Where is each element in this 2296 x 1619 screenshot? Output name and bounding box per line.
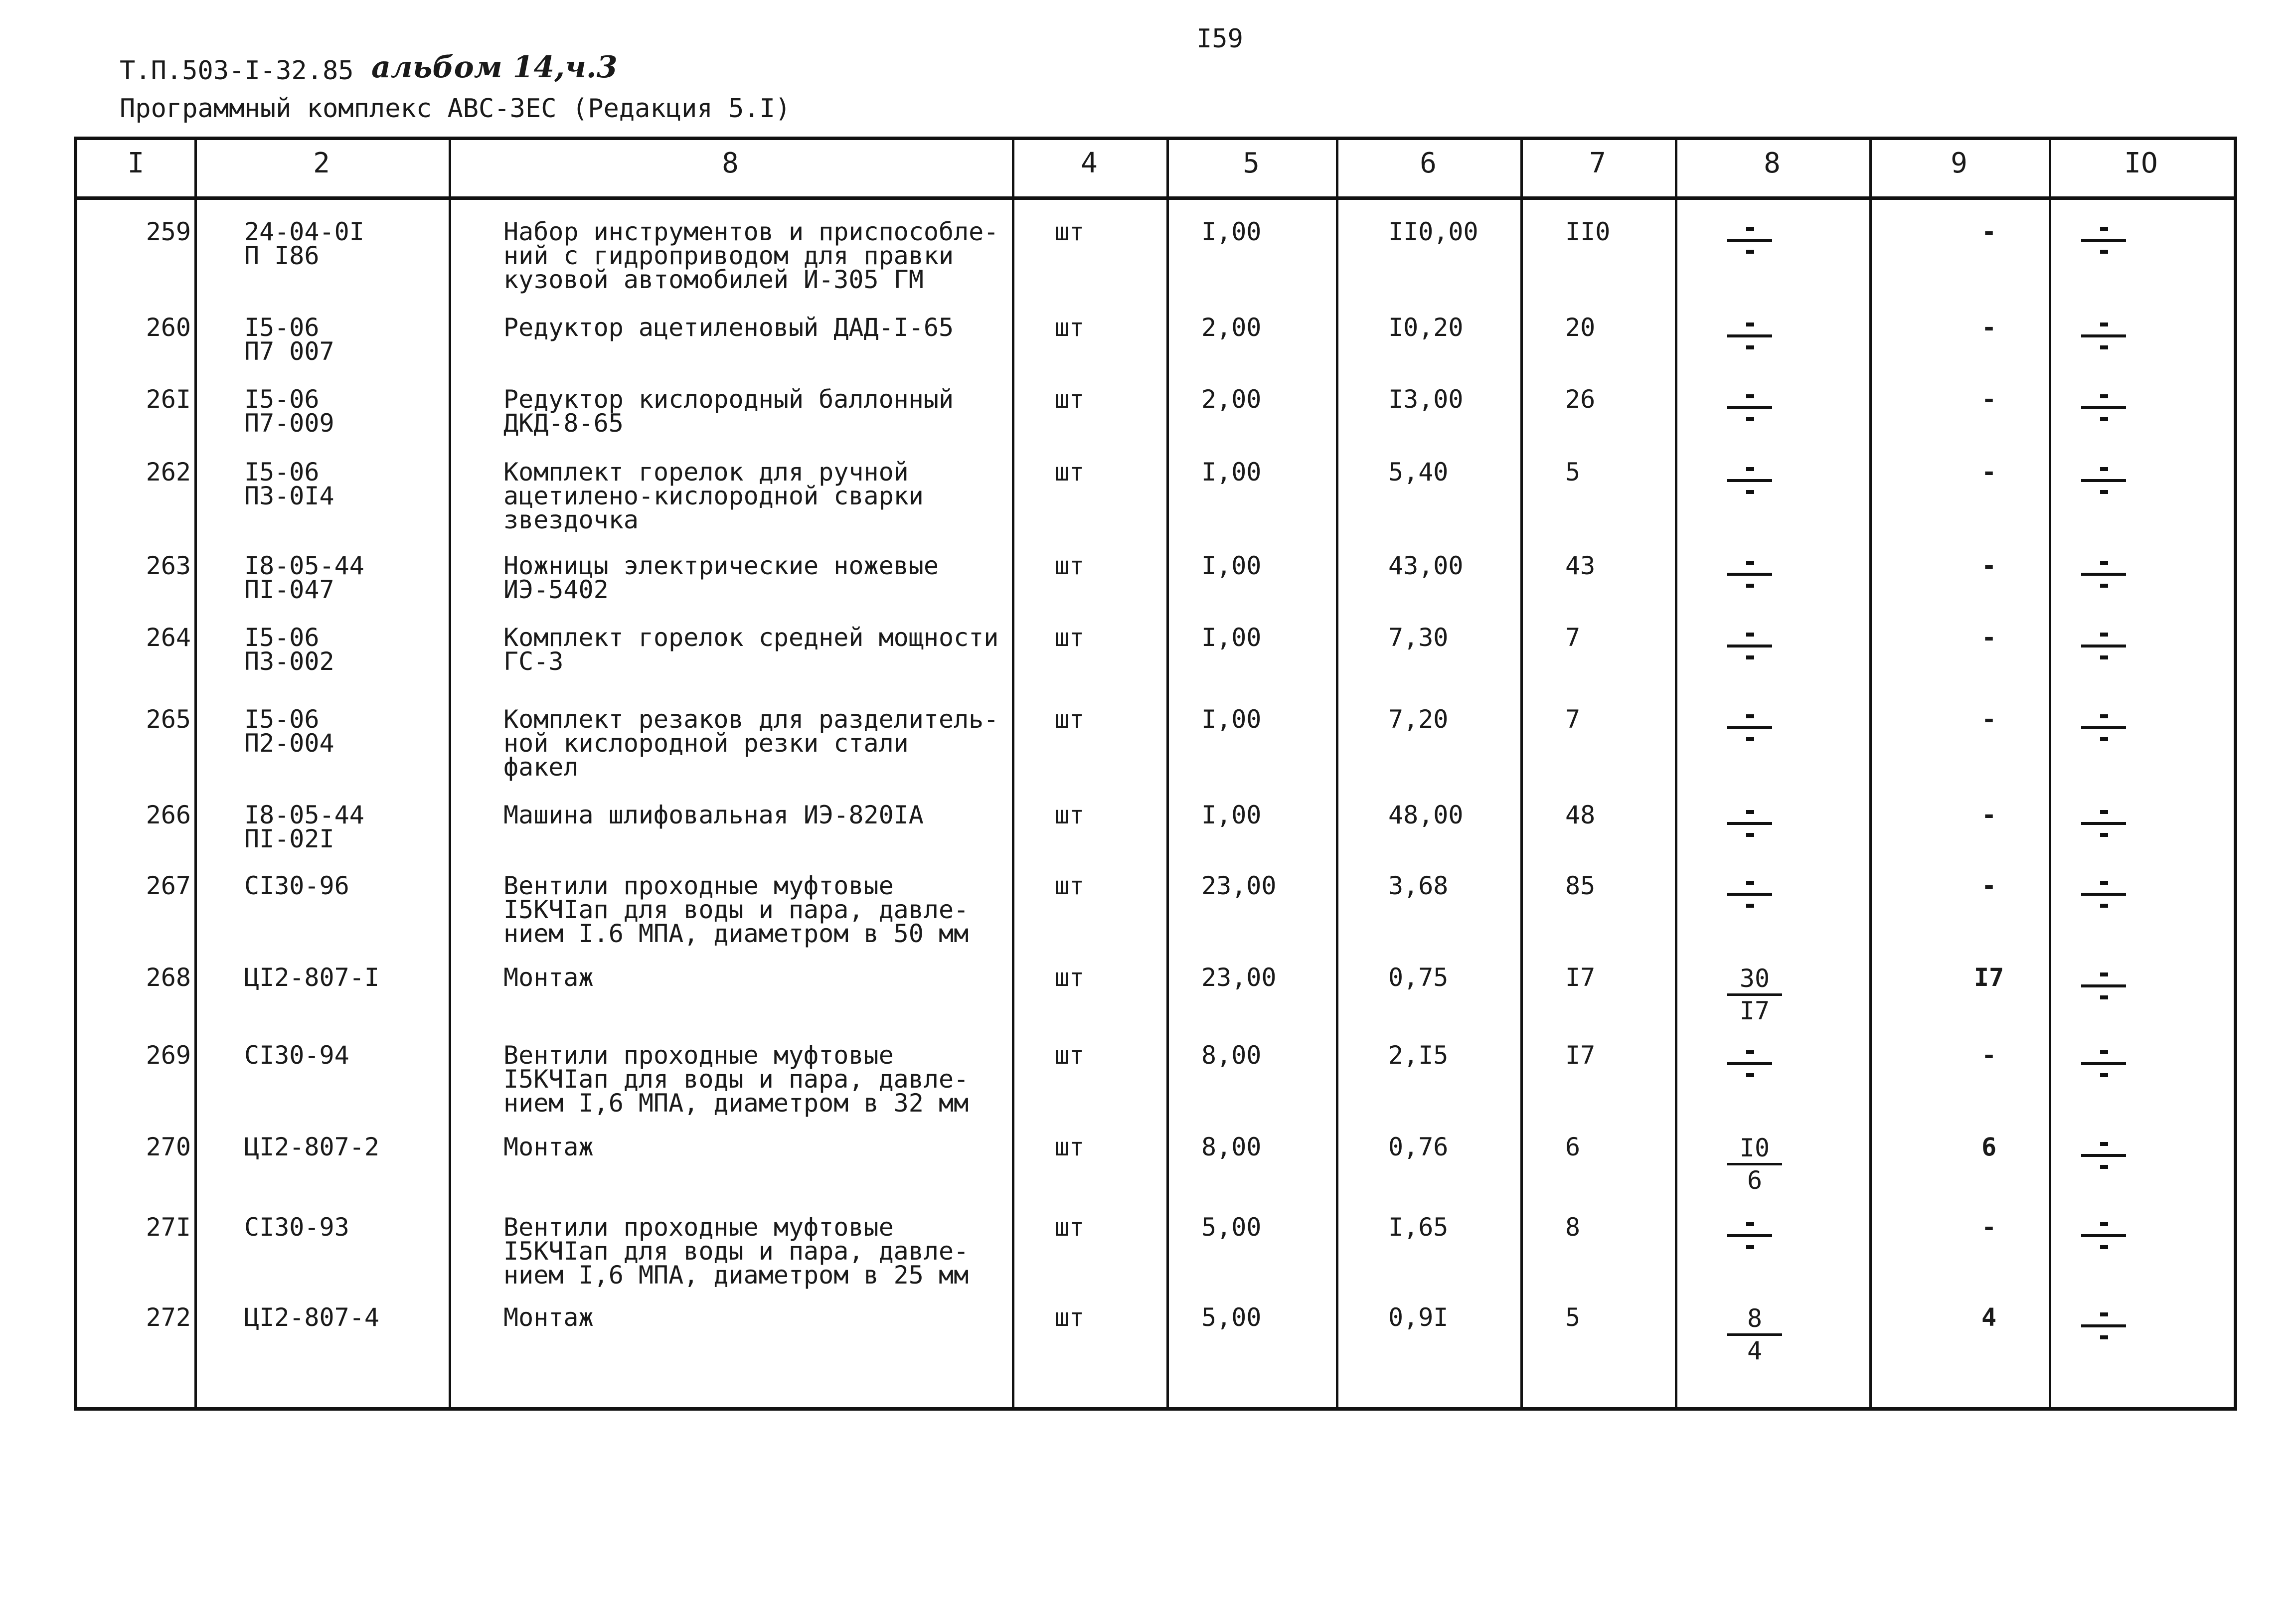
resource-code: ЦI2-807-I [244, 963, 379, 992]
fraction-denominator: 4 [1747, 1336, 1763, 1365]
column-10-division-sign [2081, 1222, 2126, 1252]
item-name: Монтаж [503, 1133, 594, 1161]
resource-code: СI30-94 [244, 1041, 349, 1070]
resource-code: ЦI2-807-4 [244, 1303, 379, 1332]
column-8-division-sign [1727, 714, 1772, 744]
unit: шт [1054, 801, 1085, 829]
total-cost: I7 [1565, 963, 1596, 992]
fraction-numerator: 8 [1747, 1304, 1763, 1333]
row-number: 268 [146, 963, 191, 992]
total-cost: 85 [1565, 871, 1596, 900]
column-divider [1869, 140, 1872, 1407]
item-name: Редуктор ацетиленовый ДАД-I-65 [503, 313, 954, 342]
resource-code: I5-06 П7-009 [244, 385, 334, 438]
unit-price: 43,00 [1388, 551, 1464, 580]
resource-code: I5-06 П3-002 [244, 623, 334, 676]
item-name: Вентили проходные муфтовые I5КЧIап для воды и пара, давле- нием I,6 МПА, диаметром в 32 мм [503, 1041, 969, 1118]
column-9-value: 6 [1981, 1133, 1997, 1161]
unit: шт [1054, 1133, 1085, 1161]
unit: шт [1054, 1303, 1085, 1332]
column-9-value: 4 [1981, 1303, 1997, 1332]
quantity: 5,00 [1201, 1303, 1262, 1332]
column-8-division-sign [1727, 561, 1772, 591]
quantity: I,00 [1201, 551, 1262, 580]
total-cost: 48 [1565, 801, 1596, 829]
resource-code: ЦI2-807-2 [244, 1133, 379, 1161]
fraction-bar [1727, 1333, 1782, 1336]
column-8-fraction [1727, 966, 1782, 1024]
fraction-denominator: I7 [1739, 996, 1770, 1025]
column-9-value: - [1981, 705, 1997, 734]
unit: шт [1054, 963, 1085, 992]
quantity: I,00 [1201, 623, 1262, 652]
unit: шт [1054, 623, 1085, 652]
unit-price: I0,20 [1388, 313, 1464, 342]
table-header [77, 140, 2234, 200]
unit-price: 0,9I [1388, 1303, 1449, 1332]
column-8-division-sign [1727, 394, 1772, 424]
unit-price: 2,I5 [1388, 1041, 1449, 1070]
column-header: 9 [1951, 147, 1968, 179]
column-header: I [127, 147, 145, 179]
unit: шт [1054, 217, 1085, 246]
unit-price: II0,00 [1388, 217, 1478, 246]
quantity: I,00 [1201, 801, 1262, 829]
total-cost: 5 [1565, 458, 1581, 486]
column-9-value: - [1981, 801, 1997, 829]
total-cost: 20 [1565, 313, 1596, 342]
unit-price: 0,75 [1388, 963, 1449, 992]
quantity: I,00 [1201, 705, 1262, 734]
column-header: 4 [1081, 147, 1098, 179]
column-9-value: - [1981, 871, 1997, 900]
column-10-division-sign [2081, 633, 2126, 662]
row-number: 27I [146, 1213, 191, 1242]
column-8-division-sign [1727, 633, 1772, 662]
total-cost: 43 [1565, 551, 1596, 580]
column-header: IO [2124, 147, 2158, 179]
column-9-value: - [1981, 623, 1997, 652]
column-9-value: - [1981, 217, 1997, 246]
estimate-table [74, 137, 2237, 1411]
unit-price: 3,68 [1388, 871, 1449, 900]
column-8-division-sign [1727, 227, 1772, 257]
quantity: 5,00 [1201, 1213, 1262, 1242]
item-name: Монтаж [503, 1303, 594, 1332]
fraction-numerator: 30 [1739, 964, 1770, 993]
total-cost: I7 [1565, 1041, 1596, 1070]
total-cost: 6 [1565, 1133, 1581, 1161]
item-name: Машина шлифовальная ИЭ-820IA [503, 801, 924, 829]
total-cost: 7 [1565, 623, 1581, 652]
column-8-fraction [1727, 1305, 1782, 1364]
row-number: 270 [146, 1133, 191, 1161]
resource-code: I8-05-44 ПI-047 [244, 551, 364, 604]
item-name: Вентили проходные муфтовые I5КЧIап для воды и пара, давле- нием I.6 МПА, диаметром в 50 мм [503, 871, 969, 948]
resource-code: СI30-96 [244, 871, 349, 900]
row-number: 263 [146, 551, 191, 580]
column-10-division-sign [2081, 972, 2126, 1002]
fraction-bar [1727, 1163, 1782, 1165]
quantity: 2,00 [1201, 313, 1262, 342]
item-name: Набор инструментов и приспособле- ний с гидроприводом для правки кузовой автомобилей И-305 ГМ [503, 217, 999, 294]
unit: шт [1054, 458, 1085, 486]
row-number: 259 [146, 217, 191, 246]
column-10-division-sign [2081, 1142, 2126, 1172]
column-header: 7 [1589, 147, 1606, 179]
column-header: 5 [1243, 147, 1260, 179]
page-number: I59 [1196, 24, 1243, 54]
row-number: 262 [146, 458, 191, 486]
unit-price: 48,00 [1388, 801, 1464, 829]
column-9-value: - [1981, 313, 1997, 342]
column-header: 2 [313, 147, 330, 179]
unit: шт [1054, 1041, 1085, 1070]
column-10-division-sign [2081, 323, 2126, 352]
column-10-division-sign [2081, 714, 2126, 744]
column-9-value: - [1981, 551, 1997, 580]
total-cost: 5 [1565, 1303, 1581, 1332]
document-code: Т.П.503-I-32.85 [120, 56, 354, 86]
unit-price: 5,40 [1388, 458, 1449, 486]
quantity: 8,00 [1201, 1133, 1262, 1161]
resource-code: 24-04-0I П I86 [244, 217, 364, 270]
total-cost: 7 [1565, 705, 1581, 734]
item-name: Комплект горелок для ручной ацетилено-кислородной сварки звездочка [503, 458, 924, 534]
handwritten-album-note: альбом 14,ч.3 [371, 50, 618, 85]
resource-code: СI30-93 [244, 1213, 349, 1242]
column-10-division-sign [2081, 467, 2126, 497]
column-9-value: - [1981, 1041, 1997, 1070]
column-divider [194, 140, 197, 1407]
resource-code: I8-05-44 ПI-02I [244, 801, 364, 853]
item-name: Ножницы электрические ножевые ИЭ-5402 [503, 551, 939, 604]
column-10-division-sign [2081, 810, 2126, 840]
column-10-division-sign [2081, 561, 2126, 591]
quantity: 8,00 [1201, 1041, 1262, 1070]
resource-code: I5-06 П2-004 [244, 705, 334, 758]
column-9-value: I7 [1973, 963, 2004, 992]
row-number: 266 [146, 801, 191, 829]
unit-price: 7,20 [1388, 705, 1449, 734]
unit-price: 0,76 [1388, 1133, 1449, 1161]
column-10-division-sign [2081, 394, 2126, 424]
quantity: 2,00 [1201, 385, 1262, 414]
row-number: 267 [146, 871, 191, 900]
column-8-division-sign [1727, 810, 1772, 840]
program-title: Программный комплекс АВС-3ЕС (Редакция 5.I) [120, 94, 791, 124]
total-cost: 26 [1565, 385, 1596, 414]
row-number: 269 [146, 1041, 191, 1070]
column-8-division-sign [1727, 323, 1772, 352]
fraction-numerator: I0 [1739, 1133, 1770, 1162]
unit-price: I,65 [1388, 1213, 1449, 1242]
column-8-division-sign [1727, 1222, 1772, 1252]
column-10-division-sign [2081, 227, 2126, 257]
unit: шт [1054, 551, 1085, 580]
column-8-fraction [1727, 1135, 1782, 1193]
row-number: 265 [146, 705, 191, 734]
column-10-division-sign [2081, 881, 2126, 911]
unit-price: I3,00 [1388, 385, 1464, 414]
unit-price: 7,30 [1388, 623, 1449, 652]
unit: шт [1054, 1213, 1085, 1242]
column-8-division-sign [1727, 467, 1772, 497]
fraction-denominator: 6 [1747, 1166, 1763, 1195]
total-cost: 8 [1565, 1213, 1581, 1242]
row-number: 26I [146, 385, 191, 414]
resource-code: I5-06 П3-0I4 [244, 458, 334, 510]
item-name: Комплект резаков для разделитель- ной кислородной резки стали факел [503, 705, 999, 782]
column-9-value: - [1981, 1213, 1997, 1242]
row-number: 272 [146, 1303, 191, 1332]
unit: шт [1054, 313, 1085, 342]
fraction-bar [1727, 993, 1782, 996]
item-name: Комплект горелок средней мощности ГС-3 [503, 623, 999, 676]
column-9-value: - [1981, 385, 1997, 414]
resource-code: I5-06 П7 007 [244, 313, 334, 366]
quantity: 23,00 [1201, 871, 1277, 900]
unit: шт [1054, 385, 1085, 414]
unit: шт [1054, 705, 1085, 734]
unit: шт [1054, 871, 1085, 900]
total-cost: II0 [1565, 217, 1611, 246]
column-8-division-sign [1727, 1050, 1772, 1080]
item-name: Редуктор кислородный баллонный ДКД-8-65 [503, 385, 954, 438]
column-10-division-sign [2081, 1050, 2126, 1080]
column-header: 8 [1764, 147, 1781, 179]
item-name: Монтаж [503, 963, 594, 992]
quantity: I,00 [1201, 217, 1262, 246]
column-10-division-sign [2081, 1312, 2126, 1342]
quantity: I,00 [1201, 458, 1262, 486]
item-name: Вентили проходные муфтовые I5КЧIап для воды и пара, давле- нием I,6 МПА, диаметром в 25 мм [503, 1213, 969, 1290]
column-9-value: - [1981, 458, 1997, 486]
row-number: 260 [146, 313, 191, 342]
column-header: 6 [1420, 147, 1437, 179]
column-header: 8 [722, 147, 739, 179]
row-number: 264 [146, 623, 191, 652]
quantity: 23,00 [1201, 963, 1277, 992]
column-divider [1166, 140, 1169, 1407]
column-8-division-sign [1727, 881, 1772, 911]
